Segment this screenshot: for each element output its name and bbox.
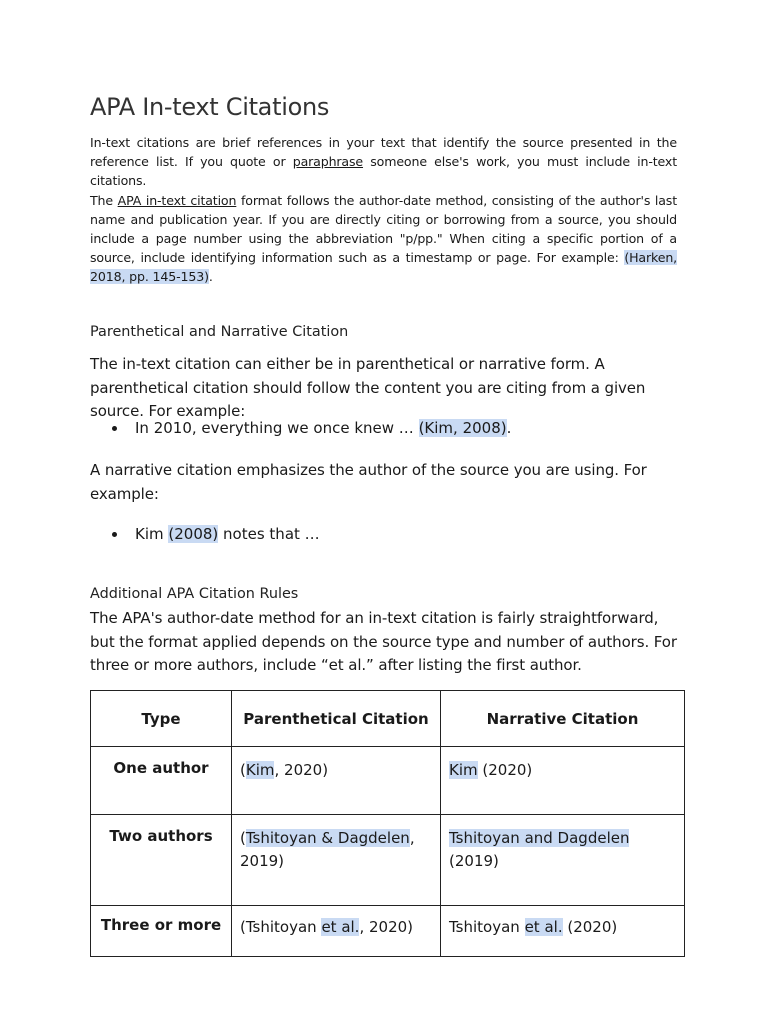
table-row <box>91 747 685 815</box>
table-cell-narrative <box>441 815 685 906</box>
cell-highlight: et al. <box>524 918 563 936</box>
intro-paragraph-1 <box>90 133 677 191</box>
table-cell-type: Three or more <box>91 906 232 957</box>
cell-text: (2020) <box>562 918 618 936</box>
page-title: APA In-text Citations <box>90 93 330 121</box>
bullet-text-part: In 2010, everything we once knew … <box>135 419 419 437</box>
cell-highlight: Kim <box>245 761 275 779</box>
section-heading-parenthetical: Parenthetical and Narrative Citation <box>90 324 349 340</box>
apa-in-text-citation-link[interactable]: APA in-text citation <box>117 192 237 208</box>
intro-text: someone else's work, you must include in-text citations. <box>90 154 678 189</box>
table-header-row <box>91 691 685 747</box>
cell-text: , 2020) <box>274 761 329 779</box>
intro-text: format follows the author-date method, consisting of the author's last name and publication year. If you are directly citing or borrowing from a source, you should include a page number using the abbreviation "p/pp." When citing a specific portion of a source, include identifying information such as a timestamp or page. For example: <box>90 192 677 266</box>
bullet-citation: (2008) <box>168 525 219 543</box>
parenthetical-paragraph: The in-text citation can either be in parenthetical or narrative form. A parenthetical citation should follow the content you are citing from a given source. For example: <box>90 355 646 420</box>
table-cell-narrative <box>441 747 685 815</box>
cell-highlight: et al. <box>321 918 360 936</box>
cell-highlight: Tshitoyan and Dagdelen <box>449 829 630 847</box>
bullet-text <box>135 419 511 437</box>
cell-text: ( <box>240 829 246 847</box>
cell-text: ( <box>240 761 246 779</box>
table-cell-parenthetical <box>232 815 441 906</box>
bullet-item-narrative <box>112 525 320 543</box>
table-cell-parenthetical <box>232 906 441 957</box>
additional-rules-paragraph: The APA's author-date method for an in-text citation is fairly straightforward, but the format applied depends on the source type and number of authors. For three or more authors, include “et al.” after listing the first author. <box>90 609 677 674</box>
cell-highlight: Kim <box>449 761 478 779</box>
cell-text: , 2019) <box>240 829 415 870</box>
bullet-text <box>135 525 320 543</box>
bullet-item-parenthetical <box>112 419 511 437</box>
cell-text: , 2020) <box>359 918 414 936</box>
bullet-citation: (Kim, 2008) <box>418 419 507 437</box>
table-row <box>91 815 685 906</box>
narrative-paragraph: A narrative citation emphasizes the author of the source you are using. For example: <box>90 461 647 503</box>
citation-table <box>90 690 685 957</box>
table-header-parenthetical: Parenthetical Citation <box>232 691 441 747</box>
cell-highlight: Tshitoyan & Dagdelen <box>245 829 410 847</box>
bullet-text-part: notes that … <box>218 525 320 543</box>
section-heading-additional-rules: Additional APA Citation Rules <box>90 586 299 602</box>
paraphrase-link[interactable]: paraphrase <box>292 154 364 170</box>
table-cell-parenthetical <box>232 747 441 815</box>
table-header-narrative: Narrative Citation <box>441 691 685 747</box>
example-citation: (Harken, 2018, pp. 145-153) <box>90 250 677 285</box>
intro-text: The <box>90 192 118 208</box>
table-row <box>91 906 685 957</box>
intro-text: . <box>208 269 213 285</box>
intro-paragraph-2 <box>90 191 677 287</box>
table-cell-type: One author <box>91 747 232 815</box>
bullet-icon <box>112 426 117 431</box>
cell-text: (2020) <box>477 761 533 779</box>
bullet-text-part: Kim <box>135 525 169 543</box>
bullet-icon <box>112 532 117 537</box>
intro-section <box>90 133 677 287</box>
table-cell-type: Two authors <box>91 815 232 906</box>
bullet-text-part: . <box>506 419 512 437</box>
cell-text: (Tshitoyan <box>240 918 322 936</box>
cell-text: (2019) <box>449 852 499 870</box>
table-header-type: Type <box>91 691 232 747</box>
cell-text: Tshitoyan <box>449 918 525 936</box>
table-cell-narrative <box>441 906 685 957</box>
intro-text: In-text citations are brief references in your text that identify the source presented in the reference list. If you quote or <box>90 135 677 170</box>
